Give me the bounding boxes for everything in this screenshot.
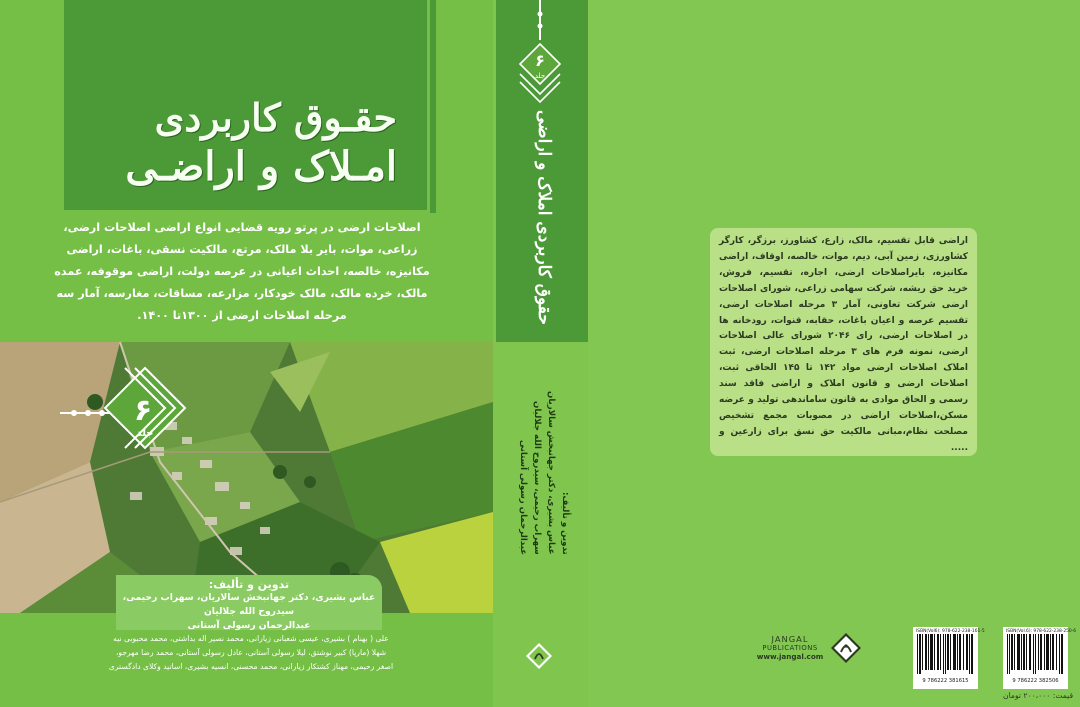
back-blurb: اراضی قابل تقسیم، مالک، زارع، کشاورز، برزگر، کارگر کشاورزی، زمین آبی، دیم، موات، خالصه، اوقاف، اراضی مکانیزه، بایراصلاحات ارضی، اجاره، تقسیم، فروش، خرید حق ریشه، شرکت سهامی زراعی، شورای اصلاحات ارضی شرکت تعاونی، آمار ۳ مرحله اصلاحات ارضی، تقسیم عرصه و اعیان باغات، حقابه، قنوات، رودخانه ها در اصلاحات ارضی، رای ۲۰۴۶ شورای عالی اصلاحات ارضی، نمونه فرم های ۳ مرحله اصلاحات ارضی، ثبت املاک اصلاحات ارضی مواد ۱۴۲ تا ۱۴۵ الحاقی ثبت، اصلاحات ارضی و قانون املاک و اراضی فاقد سند رسمی و الحاق موادی به قانون ساماندهی تولید و عرضه مسکن،اصلاحات اراضی در مصوبات مجمع تشخیص مصلحت نظام،مبانی مالکیت حق نسق برای زارعین و ..... <box>710 228 977 456</box>
authors-heading: تدوین و تألیف: <box>208 578 290 591</box>
price-label: قیمت: ۲۰۰،۰۰۰ تومان <box>1003 691 1074 700</box>
barcode-1-bars <box>916 634 975 674</box>
publisher-url: www.jangal.com <box>756 652 824 661</box>
cover-description: اصلاحات ارضی در پرتو رویه قضایی انواع اراضی اصلاحات ارضی، زراعی، موات، بایر بلا مالک، مرتع، مالکیت نسقی، باغات، اراضی مکانیزه، خالصه، احداث اعیانی در عرصه دولت، اراضی موقوفه، عمده مالک، خرده مالک، مالک خودکار، مزارعه، مساقات، مغارسه، آمار سه مرحله اصلاحات ارضی از ۱۳۰۰تا ۱۴۰۰. <box>54 221 430 322</box>
title-panel <box>64 0 427 210</box>
spine-publisher-logo <box>524 641 554 675</box>
front-cover <box>0 0 493 707</box>
publisher-name: JANGAL <box>771 634 809 644</box>
title-line-1: حقـوق کاربردی <box>154 95 397 140</box>
barcode-1-isbn: ISBN(Vol6): 978-622-238-161-5 <box>916 629 985 634</box>
publisher-subtitle: PUBLICATIONS <box>762 644 818 652</box>
barcode-2-number: 9 786222 382506 <box>1012 678 1059 684</box>
publisher-info <box>755 634 825 661</box>
spine-volume-badge <box>496 0 588 120</box>
volume-badge <box>60 360 190 460</box>
spine-volume-number: ۶ <box>535 51 545 70</box>
barcode-2-isbn: ISBN(Vol.6): 978-622-238-250-6 <box>1006 629 1077 634</box>
spine-author-line: عبدالرحمان رسولی آستانی <box>518 439 528 555</box>
barcode-1 <box>913 627 985 689</box>
spine-author-line: سهراب رحیمی، سیدروح الله جلالیان <box>532 401 542 555</box>
contributors-line: اصغر رحیمی، مهناز کشتکار زیارانی، محمد محسنی، انسیه بشیری، اساتید وکلای دادگستری <box>108 662 394 671</box>
contributors-list <box>88 632 414 674</box>
authors-box <box>116 575 382 630</box>
spine-authors-heading: تدوین و تألیف: <box>560 492 570 555</box>
barcode-1-number: 9 786222 381615 <box>922 678 969 684</box>
title-side-strip <box>430 0 436 213</box>
volume-label: جلد <box>136 428 154 439</box>
title-line-2: امـلاک و اراضـی <box>125 143 397 190</box>
barcode-2 <box>1003 627 1077 689</box>
volume-number: ۶ <box>133 393 153 428</box>
contributors-line: شهلا (مارپا) کبیر نوشتق، لیلا رسولی آستانی، عادل رسولی آستانی، محمد رضا مهرجو، <box>115 648 387 657</box>
spine-title: حقوق کاربردی املاک و اراضی <box>534 110 554 325</box>
authors-line-2: عبدالرحمان رسولی آستانی <box>187 620 311 631</box>
authors-line-1: عباس بشیری، دکتر جهانبخش سالاریان، سهراب رحیمی، سیدروح الله جلالیان <box>122 592 376 617</box>
spine-author-line: عباس بشیری، دکتر جهانبخش سالاریان <box>546 391 556 555</box>
publisher-logo <box>829 631 863 669</box>
contributors-line: علی ( بهنام ) بشیری، عیسی شعبانی زیارانی، محمد نصیر اله بداشتی، محمد محبوبی نیه <box>113 634 389 643</box>
spine-authors <box>508 385 572 555</box>
barcode-2-bars <box>1006 634 1065 674</box>
spine-volume-label: جلد <box>534 72 546 80</box>
